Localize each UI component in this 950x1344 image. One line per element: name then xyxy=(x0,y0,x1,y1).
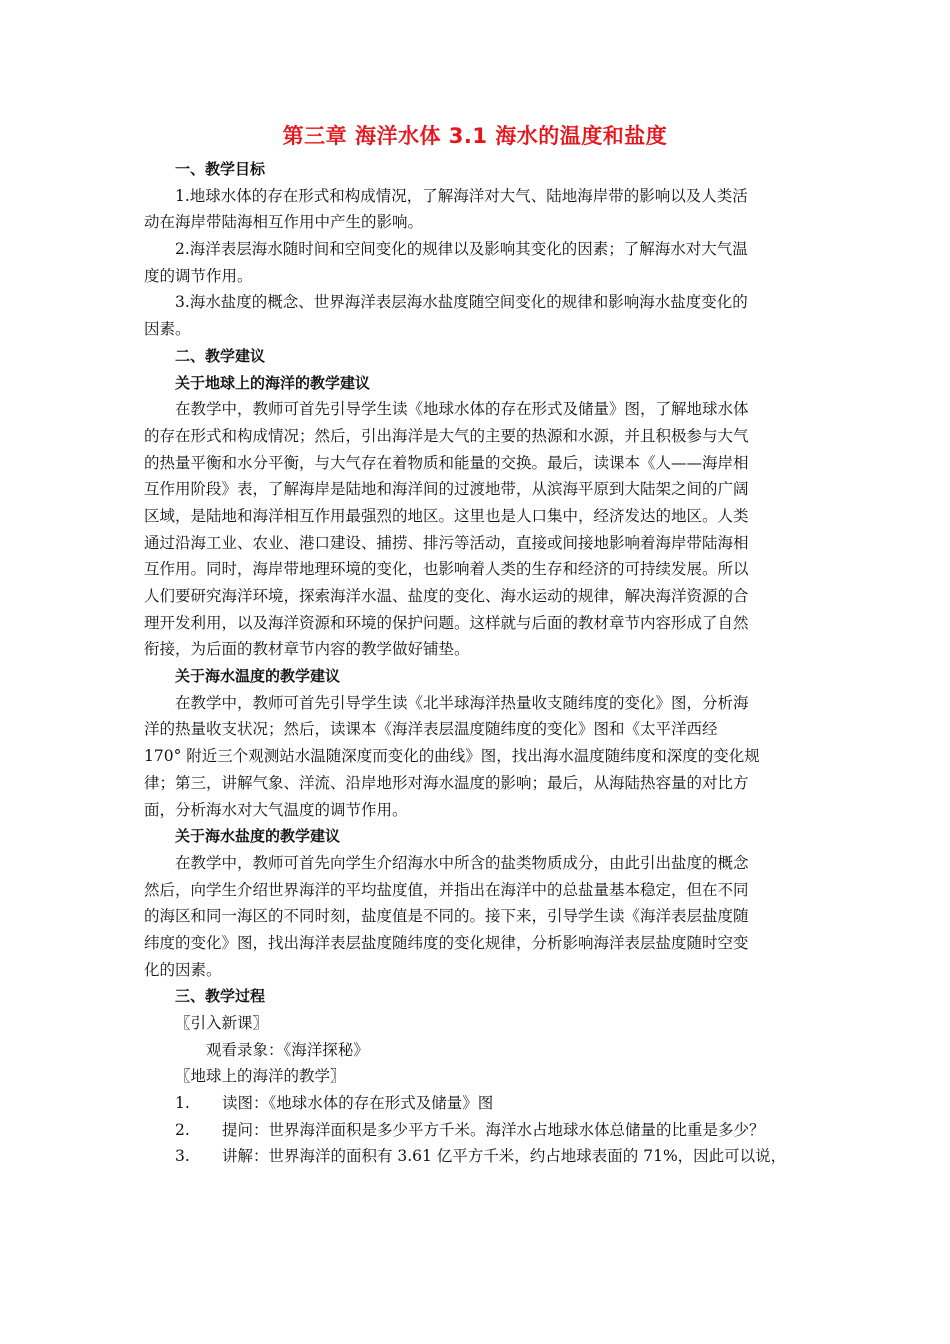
paragraph-line: 化的因素。 xyxy=(144,960,222,979)
goal-2-line-1: 2.海洋表层海水随时间和空间变化的规律以及影响其变化的因素；了解海水对大气温 xyxy=(175,240,748,259)
paragraph-line: 然后，向学生介绍世界海洋的平均盐度值，并指出在海洋中的总盐量基本稳定，但在不同 xyxy=(144,880,749,899)
paragraph-line: 洋的热量收支状况；然后，读课本《海洋表层温度随纬度的变化》图和《太平洋西经 xyxy=(144,720,718,739)
goal-1-line-1: 1.地球水体的存在形式和构成情况，了解海洋对大气、陆地海岸带的影响以及人类活 xyxy=(175,186,748,205)
paragraph-line: 在教学中，教师可首先引导学生读《地球水体的存在形式及储量》图，了解地球水体 xyxy=(175,400,749,419)
goal-3-line-1: 3.海水盐度的概念、世界海洋表层海水盐度随空间变化的规律和影响海水盐度变化的 xyxy=(175,293,748,312)
paragraph-line: 的存在形式和构成情况；然后，引出海洋是大气的主要的热源和水源，并且积极参与大气 xyxy=(144,426,749,445)
paragraph-line: 面，分析海水对大气温度的调节作用。 xyxy=(144,800,408,819)
paragraph-line: 区域，是陆地和海洋相互作用最强烈的地区。这里也是人口集中，经济发达的地区。人类 xyxy=(144,506,749,525)
paragraph-line: 在教学中，教师可首先引导学生读《北半球海洋热量收支随纬度的变化》图，分析海 xyxy=(175,693,749,712)
paragraph-line: 律；第三，讲解气象、洋流、沿岸地形对海水温度的影响；最后，从海陆热容量的对比方 xyxy=(144,773,749,792)
paragraph-line: 的海区和同一海区的不同时刻，盐度值是不同的。接下来，引导学生读《海洋表层盐度随 xyxy=(144,907,749,926)
section-heading-suggestions: 二、教学建议 xyxy=(175,346,266,365)
subheading-temperature: 关于海水温度的教学建议 xyxy=(175,667,341,686)
step-number: 2. xyxy=(175,1120,190,1139)
section-heading-process: 三、教学过程 xyxy=(175,987,266,1006)
paragraph-line: 的热量平衡和水分平衡，与大气存在着物质和能量的交换。最后，读课本《人——海岸相 xyxy=(144,453,749,472)
ocean-teaching-label: 〖地球上的海洋的教学〗 xyxy=(175,1067,346,1086)
step-text: 讲解：世界海洋的面积有 3.61 亿平方千米，约占地球表面的 71%，因此可以说， xyxy=(221,1147,787,1166)
intro-item: 观看录象：《海洋探秘》 xyxy=(206,1040,369,1059)
step-item xyxy=(144,1143,810,1170)
goal-3-line-2: 因素。 xyxy=(144,320,191,339)
step-item xyxy=(144,1117,810,1144)
document-body xyxy=(144,156,810,1170)
step-text: 提问：世界海洋面积是多少平方千米。海洋水占地球水体总储量的比重是多少？ xyxy=(221,1120,765,1139)
section-heading-goals: 一、教学目标 xyxy=(175,160,266,178)
paragraph-line: 人们要研究海洋环境，探索海洋水温、盐度的变化、海水运动的规律，解决海洋资源的合 xyxy=(144,587,749,605)
subheading-ocean: 关于地球上的海洋的教学建议 xyxy=(175,373,371,392)
document-title: 第三章 海洋水体 3.1 海水的温度和盐度 xyxy=(282,124,668,148)
step-text: 读图：《地球水体的存在形式及储量》图 xyxy=(221,1094,494,1113)
paragraph-line: 互作用阶段》表，了解海岸是陆地和海洋间的过渡地带，从滨海平原到大陆架之间的广阔 xyxy=(144,480,749,499)
paragraph-line: 在教学中，教师可首先向学生介绍海水中所含的盐类物质成分，由此引出盐度的概念 xyxy=(175,853,749,872)
paragraph-line: 互作用。同时，海岸带地理环境的变化，也影响着人类的生存和经济的可持续发展。所以 xyxy=(144,560,749,579)
paragraph-line: 理开发利用，以及海洋资源和环境的保护问题。这样就与后面的教材章节内容形成了自然 xyxy=(144,613,749,632)
step-item xyxy=(144,1090,810,1117)
paragraph-line: 衔接，为后面的教材章节内容的教学做好铺垫。 xyxy=(144,640,470,659)
subheading-salinity: 关于海水盐度的教学建议 xyxy=(175,827,341,846)
step-number: 3. xyxy=(175,1147,190,1166)
paragraph-line: 通过沿海工业、农业、港口建设、捕捞、排污等活动，直接或间接地影响着海岸带陆海相 xyxy=(144,533,749,552)
goal-1-line-2: 动在海岸带陆海相互作用中产生的影响。 xyxy=(144,213,424,232)
step-number: 1. xyxy=(175,1094,190,1113)
paragraph-line: 170° 附近三个观测站水温随深度而变化的曲线》图，找出海水温度随纬度和深度的变化规 xyxy=(144,747,760,766)
intro-label: 〖引入新课〗 xyxy=(175,1014,269,1032)
goal-2-line-2: 度的调节作用。 xyxy=(144,266,253,285)
paragraph-line: 纬度的变化》图，找出海洋表层盐度随纬度的变化规律，分析影响海洋表层盐度随时空变 xyxy=(144,933,749,952)
